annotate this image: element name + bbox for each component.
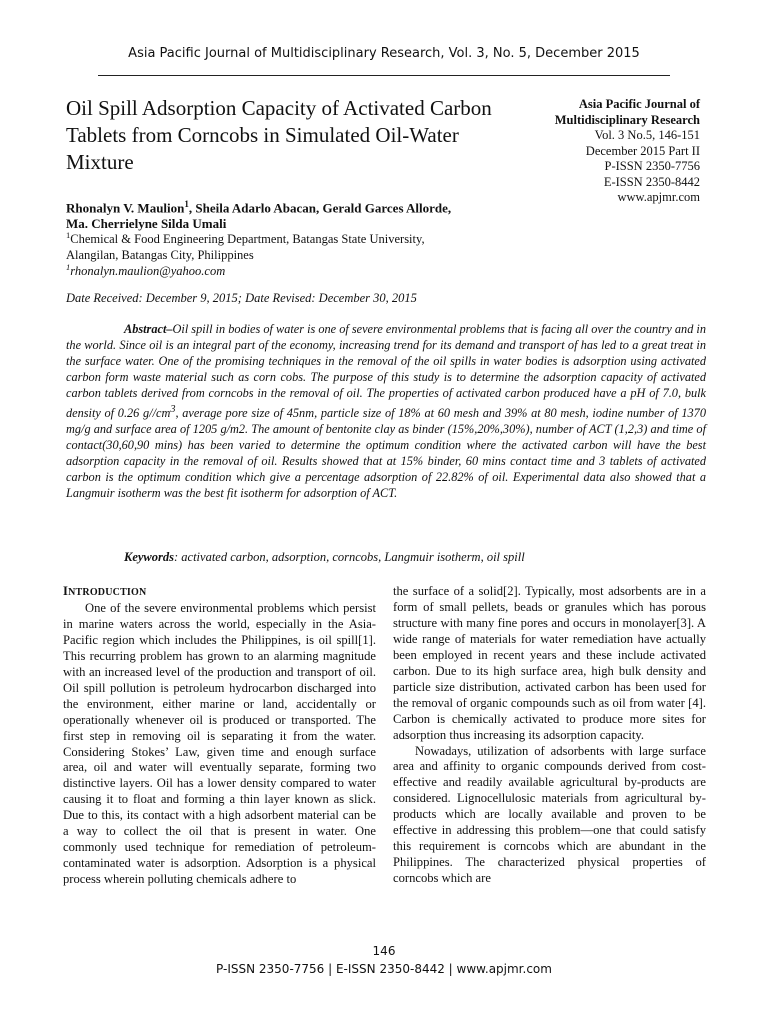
journal-pissn: P-ISSN 2350-7756 bbox=[604, 159, 700, 173]
running-head: Asia Pacific Journal of Multidisciplinary Research, Vol. 3, No. 5, December 2015 bbox=[128, 46, 640, 61]
page-number: 146 bbox=[372, 944, 396, 958]
email-mark: 1 bbox=[66, 262, 71, 272]
affiliation-line1: Chemical & Food Engineering Department, Batangas State University, bbox=[70, 232, 425, 247]
keywords bbox=[124, 550, 525, 565]
intro-paragraph-2: Nowadays, utilization of adsorbents with large surface area and affinity to organic compounds derived from cost-effective and readily available agricultural by-products are considered. Lignocellulosic materials from agricultural by-products which are locally available and proven to be effective in addressing this problem—one that could satisfy this requirement is corncobs which are abundant in the Philippines. The characterized physical properties of corncobs which are bbox=[393, 743, 706, 886]
journal-eissn: E-ISSN 2350-8442 bbox=[603, 174, 700, 189]
received-revised-dates: Date Received: December 9, 2015; Date Revised: December 30, 2015 bbox=[66, 291, 417, 305]
abstract bbox=[66, 322, 706, 502]
paper-title: Oil Spill Adsorption Capacity of Activated Carbon Tablets from Corncobs in Simulated Oil-Water Mixture bbox=[66, 96, 492, 174]
email-address: rhonalyn.maulion@yahoo.com bbox=[70, 264, 226, 279]
keywords-text: : activated carbon, adsorption, corncobs, Langmuir isotherm, oil spill bbox=[174, 550, 525, 564]
affiliation-line2: Alangilan, Batangas City, Philippines bbox=[66, 248, 254, 263]
right-column bbox=[393, 584, 706, 887]
affiliation-mark: 1 bbox=[66, 230, 71, 240]
abstract-text-continued: , average pore size of 45nm, particle size of 18% at 60 mesh and 39% at 80 mesh, iodine number of 1370 mg/g and surface area of 1205 g/m2. The amount of bentonite clay as binder (15%,20%,30%), number of ACT (1,2,3) and time of contact(30,60,90 mins) has been varied to determine the optimum condition where the activated carbon will have the best adsorption capacity in the removal of oil. Results showed that at 15% binder, 60 mins contact time and 3 tablets of activated carbon is the optimum condition which give a percentage adsorption of 22.82% of oil. Experimental data also showed that a Langmuir isotherm was the best fit isotherm for adsorption of ACT. bbox=[66, 405, 706, 500]
heading-rest: NTRODUCTION bbox=[68, 587, 147, 598]
journal-volume: Vol. 3 No.5, 146-151 bbox=[594, 128, 700, 142]
journal-issue: December 2015 Part II bbox=[585, 143, 700, 158]
author-rest-line1: , Sheila Adarlo Abacan, Gerald Garces Allorde, bbox=[188, 200, 452, 216]
author-rest-line2: Ma. Cherrielyne Silda Umali bbox=[66, 216, 227, 232]
journal-info-box bbox=[504, 97, 700, 206]
affiliation bbox=[66, 227, 496, 263]
journal-name-line1: Asia Pacific Journal of bbox=[578, 97, 700, 111]
left-column bbox=[63, 584, 376, 888]
intro-paragraph-1-continued: the surface of a solid[2]. Typically, most adsorbents are in a form of small pellets, beads or granules which has porous structure with many fine pores and occurs in monolayer[3]. A wide range of materials for water remediation have actually been employed in recent years and these include activated carbon. Due to its high surface area, high bulk density and particle size distribution, activated carbon has been used for the removal of organic compounds such as oil from water [4]. Carbon is chemically activated to produce more sites for adsorption thus increasing its adsorption capacity. bbox=[393, 584, 706, 742]
author-first-affiliation-mark: 1 bbox=[184, 199, 189, 209]
heading-initial: I bbox=[63, 584, 69, 598]
journal-website: www.apjmr.com bbox=[617, 190, 700, 204]
header-rule bbox=[98, 75, 670, 76]
intro-paragraph-1: One of the severe environmental problems which persist in marine waters across the world, especially in the Asia-Pacific region which includes the Philippines, is oil spill[1]. This recurring problem has grown to an alarming magnitude with an increased level of the production and transport of oil. Oil spill pollution is petroleum hydrocarbon discharged into the environment, either marine or land, accidentally or operationally whenever oil is produced or transported. The first step in removing oil is separating it from the water. Considering Stokes’ Law, given time and enough surface area, oil and water will eventually separate, forming two distinctive layers. Oil has a lower density compared to water causing it to float and forming a thin layer known as slick. Due to this, its contact with a high adsorbent material can be a way to collect the oil that is present in water. One commonly used technique for remediation of petroleum-contaminated water is adsorption. Adsorption is a physical process wherein polluting chemicals adhere to bbox=[63, 600, 376, 887]
section-heading-introduction bbox=[63, 584, 376, 601]
author-first: Rhonalyn V. Maulion bbox=[66, 200, 185, 216]
page-footer: P-ISSN 2350-7756 | E-ISSN 2350-8442 | www.apjmr.com bbox=[216, 962, 552, 976]
journal-name-line2: Multidisciplinary Research bbox=[554, 112, 700, 127]
abstract-label: Abstract– bbox=[124, 322, 173, 336]
abstract-text: Oil spill in bodies of water is one of severe environmental problems that is facing all over the country and in the world. Since oil is an integral part of the economy, increasing trend for its demand and transport of has led to a great treat in the surface water. One of the promising techniques in the removal of the oil spills in water bodies is adsorption using activated carbon form waste material such as corn cobs. The purpose of this study is to determine the adsorption capacity of activated carbon tablets derived from corncobs in the removal of oil. The properties of activated carbon produced have a pH of 7.0, bulk density of 0.26 g//cm bbox=[66, 322, 706, 420]
keywords-label: Keywords bbox=[124, 550, 174, 564]
author-email bbox=[66, 262, 225, 279]
abstract-superscript: 3 bbox=[170, 403, 176, 415]
